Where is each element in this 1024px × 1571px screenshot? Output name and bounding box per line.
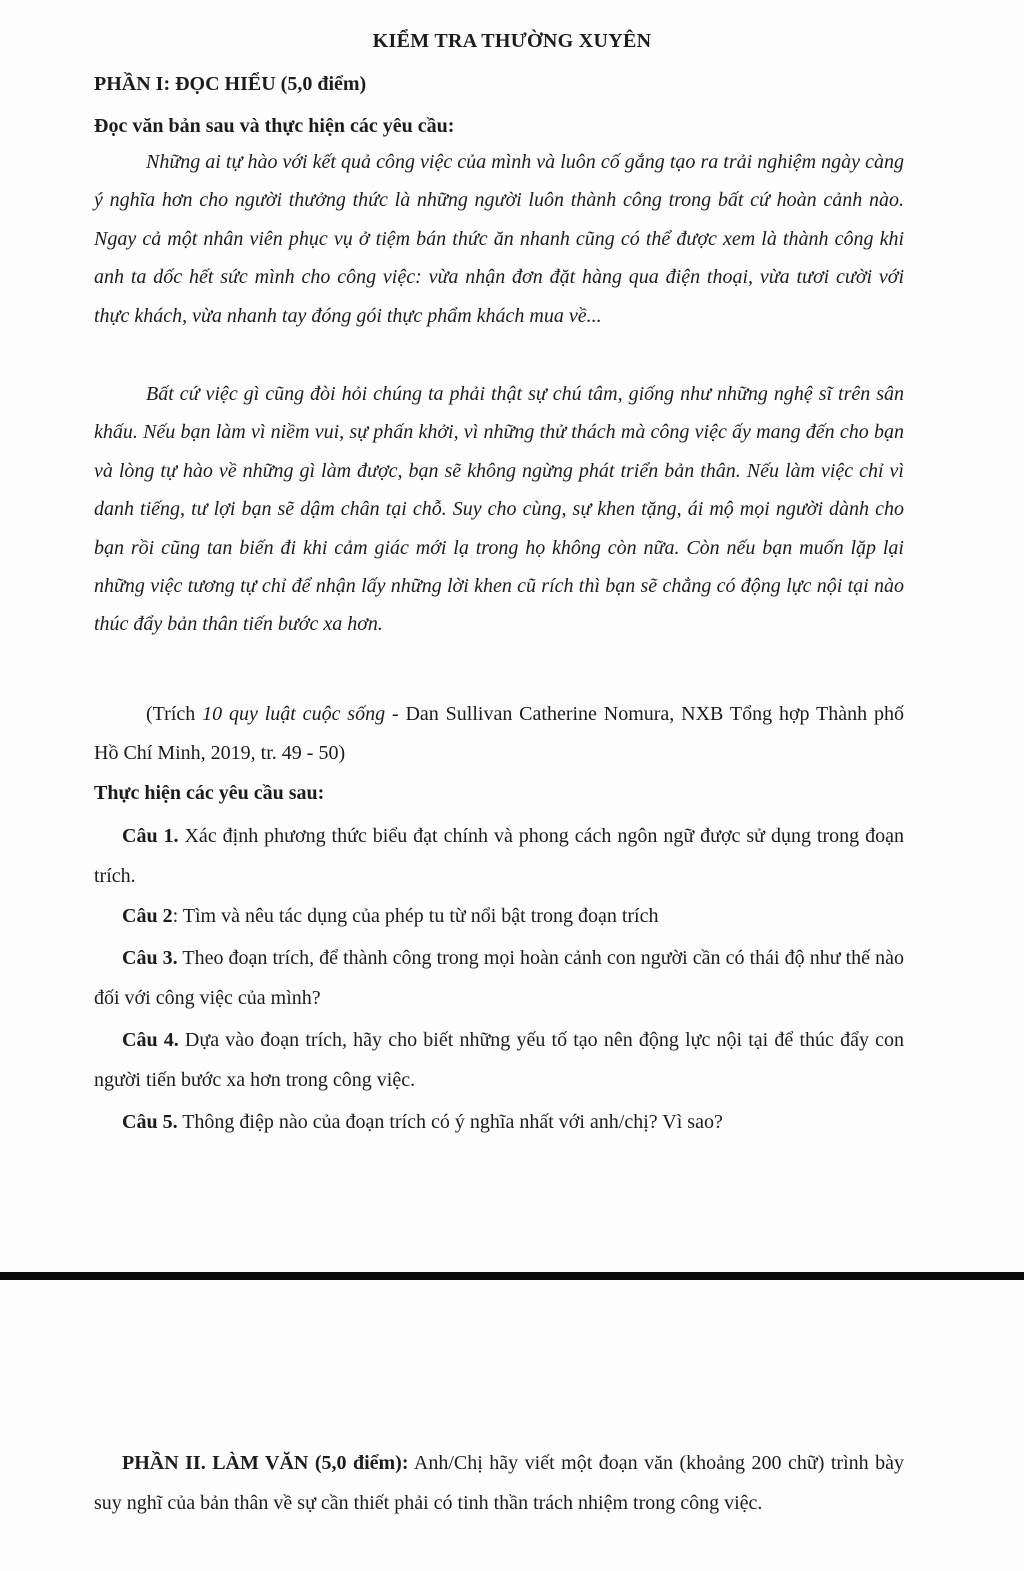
document-title: KIỂM TRA THƯỜNG XUYÊN — [372, 30, 652, 52]
tasks-heading: Thực hiện các yêu cầu sau: — [94, 782, 325, 804]
black-divider-bar — [0, 1272, 1024, 1280]
question-5-label: Câu 5. — [122, 1111, 178, 1133]
question-2-text: : Tìm và nêu tác dụng của phép tu từ nổi bật trong đoạn trích — [172, 905, 659, 927]
question-3-label: Câu 3. — [122, 947, 178, 969]
passage-paragraph-2: Bất cứ việc gì cũng đòi hỏi chúng ta phải thật sự chú tâm, giống như những nghệ sĩ trên sân khấu. Nếu bạn làm vì niềm vui, sự phấn khởi, vì những thử thách mà công việc ấy mang đến cho bạn và lòng tự hào về những gì làm được, bạn sẽ không ngừng phát triển bản thân. Nếu làm việc chỉ vì danh tiếng, tư lợi bạn sẽ dậm chân tại chỗ. Suy cho cùng, sự khen tặng, ái mộ mọi người dành cho bạn rồi cũng tan biến đi khi cảm giác mới lạ trong họ không còn nữa. Còn nếu bạn muốn lặp lại những việc tương tự chỉ để nhận lấy những lời khen cũ rích thì bạn sẽ chẳng có động lực nội tại nào thúc đẩy bản thân tiến bước xa hơn. — [94, 383, 904, 636]
question-2 — [94, 896, 904, 936]
part2-heading: PHẦN II. LÀM VĂN (5,0 điểm): — [122, 1452, 409, 1474]
question-1 — [94, 816, 904, 896]
citation-book-title: 10 quy luật cuộc sống — [202, 703, 386, 725]
question-1-label: Câu 1. — [122, 825, 179, 847]
part2-prompt: Anh/Chị hãy viết một đoạn văn (khoảng 200 chữ) trình bày suy nghĩ của bản thân về sự cần thiết phải có tinh thần trách nhiệm trong công việc. — [94, 1452, 904, 1514]
question-5 — [94, 1102, 904, 1142]
citation-suffix: - Dan Sullivan Catherine Nomura, NXB Tổng hợp Thành phố Hồ Chí Minh, 2019, tr. 49 - 50) — [94, 703, 904, 764]
citation-prefix: (Trích — [146, 703, 203, 725]
reading-instruction: Đọc văn bản sau và thực hiện các yêu cầu: — [94, 115, 455, 137]
question-3-text: Theo đoạn trích, để thành công trong mọi hoàn cảnh con người cần có thái độ như thế nào đối với công việc của mình? — [94, 947, 904, 1009]
question-3 — [94, 938, 904, 1018]
question-2-label: Câu 2 — [122, 905, 173, 927]
question-1-text: Xác định phương thức biểu đạt chính và phong cách ngôn ngữ được sử dụng trong đoạn trích. — [94, 825, 904, 887]
part1-heading: PHẦN I: ĐỌC HIỂU (5,0 điểm) — [94, 73, 367, 95]
question-4 — [94, 1020, 904, 1100]
question-5-text: Thông điệp nào của đoạn trích có ý nghĩa nhất với anh/chị? Vì sao? — [177, 1111, 723, 1133]
source-citation — [94, 695, 904, 773]
question-4-text: Dựa vào đoạn trích, hãy cho biết những yếu tố tạo nên động lực nội tại để thúc đẩy con người tiến bước xa hơn trong công việc. — [94, 1029, 904, 1091]
passage-paragraph-1: Những ai tự hào với kết quả công việc của mình và luôn cố gắng tạo ra trải nghiệm ngày càng ý nghĩa hơn cho người thưởng thức là những người luôn thành công trong bất cứ hoàn cảnh nào. Ngay cả một nhân viên phục vụ ở tiệm bán thức ăn nhanh cũng có thể được xem là thành công khi anh ta dốc hết sức mình cho công việc: vừa nhận đơn đặt hàng qua điện thoại, vừa tươi cười với thực khách, vừa nhanh tay đóng gói thực phẩm khách mua về... — [94, 151, 904, 327]
question-4-label: Câu 4. — [122, 1029, 179, 1051]
part2-writing-task — [94, 1443, 904, 1523]
